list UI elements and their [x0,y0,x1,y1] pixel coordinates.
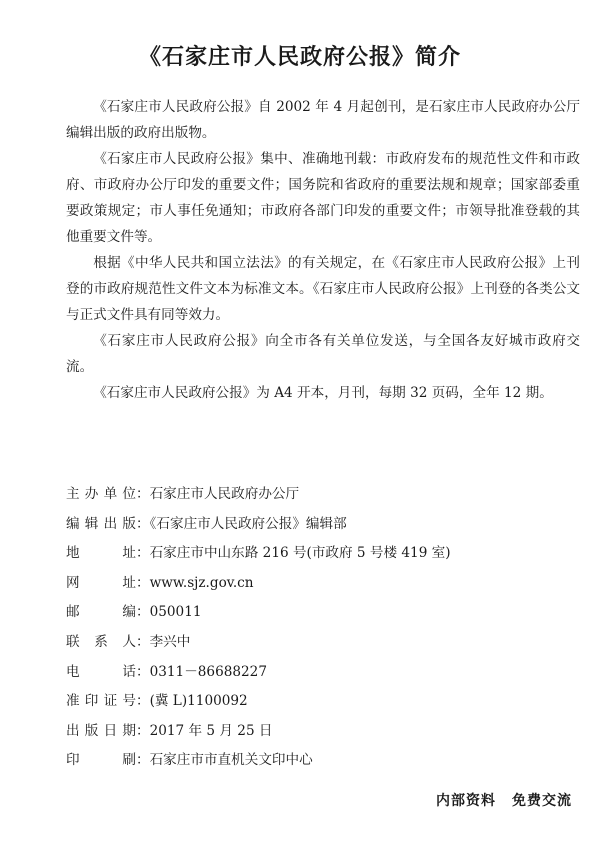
info-value: 《石家庄市人民政府公报》编辑部 [149,515,347,532]
info-separator: ： [136,515,150,532]
info-separator: ： [136,693,150,710]
info-label: 联系人 [66,633,136,650]
info-separator: ： [136,574,150,591]
info-label: 邮编 [66,604,136,621]
info-value: 石家庄市市直机关文印中心 [149,752,313,769]
info-label: 准印证号 [66,693,136,710]
intro-paragraph-distribution: 《石家庄市人民政府公报》向全市各有关单位发送，与全国各友好城市政府交流。 [66,333,580,375]
info-row-contact [66,628,566,658]
info-row-permit [66,687,566,717]
info-row-phone [66,658,566,688]
info-row-printer [66,746,566,776]
info-label: 印刷 [66,752,136,769]
info-separator: ： [136,722,150,739]
info-value: www.sjz.gov.cn [149,574,254,591]
publication-info [66,480,566,776]
info-row-website [66,569,566,599]
info-separator: ： [136,633,150,650]
intro-paragraph-founding: 《石家庄市人民政府公报》自 2002 年 4 月起创刊，是石家庄市人民政府办公厅编辑出版的政府出版物。 [66,99,580,141]
info-separator: ： [136,604,150,621]
info-separator: ： [136,663,150,680]
footer-notice [436,790,572,810]
info-label: 电话 [66,663,136,680]
intro-paragraph-legal-status: 根据《中华人民共和国立法法》的有关规定，在《石家庄市人民政府公报》上刊登的市政府规范性文件文本为标准文本。《石家庄市人民政府公报》上刊登的各类公文与正式文件具有同等效力。 [66,255,580,323]
info-value: 0311－86688227 [149,663,267,680]
info-row-editor [66,510,566,540]
info-label: 编辑出版 [66,515,136,532]
introduction [66,94,580,406]
info-label: 地址 [66,545,136,562]
info-value: 050011 [149,604,202,621]
page-title: 《石家庄市人民政府公报》简介 [138,45,461,70]
info-separator: ： [136,752,150,769]
info-separator: ： [136,486,150,502]
info-row-sponsor [66,480,566,510]
info-separator: ： [136,545,150,562]
info-label: 网址 [66,574,136,591]
info-value: 2017 年 5 月 25 日 [149,722,273,739]
intro-paragraph-content: 《石家庄市人民政府公报》集中、准确地刊载：市政府发布的规范性文件和市政府、市政府办公厅印发的重要文件；国务院和省政府的重要法规和规章；国家部委重要政策规定；市人事任免通知；市政府各部门印发的重要文件；市领导批准登载的其他重要文件等。 [66,151,580,245]
free-exchange-label: 免费交流 [512,793,572,809]
info-row-address [66,539,566,569]
info-value: (冀 L)1100092 [149,693,248,710]
info-value: 石家庄市中山东路 216 号(市政府 5 号楼 419 室) [149,545,451,562]
info-label: 主办单位 [66,486,136,502]
info-row-date [66,717,566,747]
intro-paragraph-format: 《石家庄市人民政府公报》为 A4 开本，月刊，每期 32 页码，全年 12 期。 [93,385,553,401]
info-label: 出版日期 [66,722,136,739]
info-value: 石家庄市人民政府办公厅 [149,486,300,502]
info-row-postcode [66,598,566,628]
info-value: 李兴中 [149,633,191,650]
internal-material-label: 内部资料 [436,793,496,809]
